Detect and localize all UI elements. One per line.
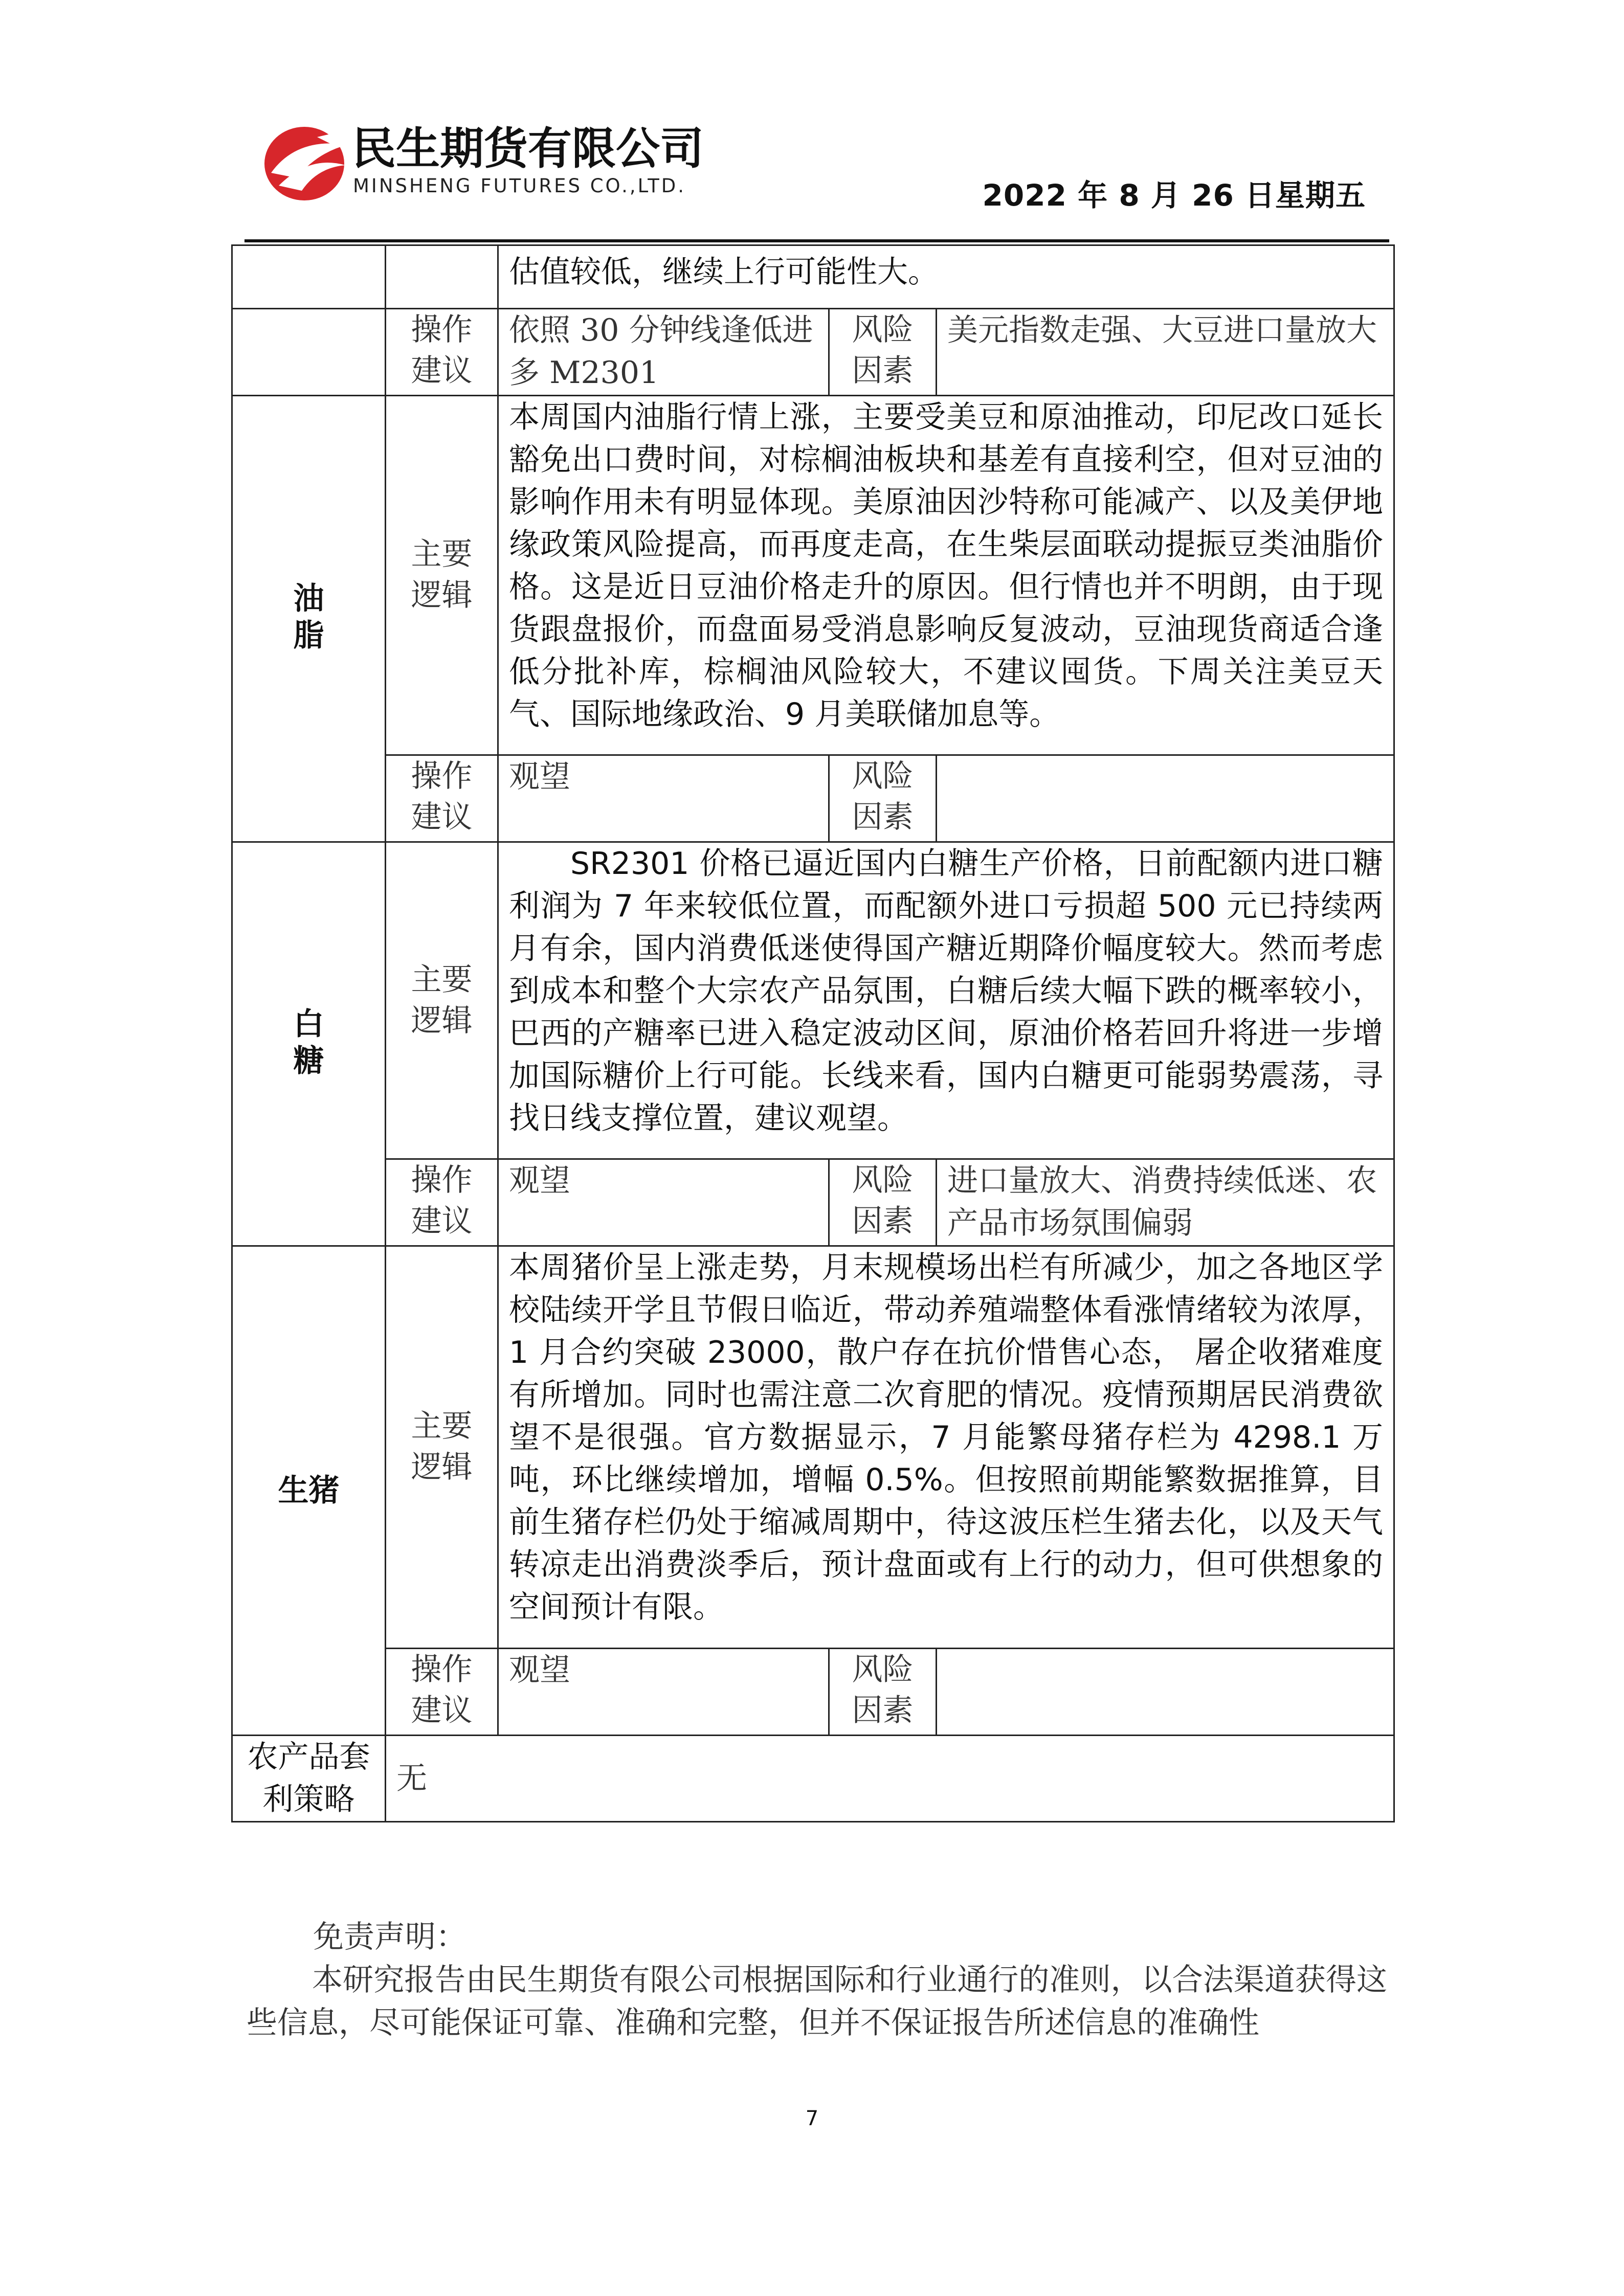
disclaimer-title: 免责声明： [313, 1919, 466, 1955]
op-label: 操作建议 [386, 1649, 498, 1736]
logo-cn-text: 民生期货有限公司 [352, 123, 704, 174]
category-sugar: 白糖 [232, 842, 386, 1246]
table-cell [232, 309, 386, 396]
sugar-risk-text: 进口量放大、消费持续低迷、农产品市场氛围偏弱 [937, 1159, 1394, 1246]
table-row [232, 1246, 1394, 1649]
table-row [232, 1736, 1394, 1822]
table-row [232, 755, 1394, 842]
hog-op-text: 观望 [498, 1649, 829, 1736]
category-hog: 生猪 [232, 1246, 386, 1736]
oil-risk-text [937, 755, 1394, 842]
sugar-logic-text: SR2301 价格已逼近国内白糖生产价格，日前配额内进口糖利润为 7 年来较低位置，而配额外进口亏损超 500 元已持续两月有余，国内消费低迷使得国产糖近期降价幅度较大。然而考虑到成本和整个大宗农产品氛围，白糖后续大幅下跌的概率较小，巴西的产糖率已进入稳定波动区间，原油价格若回升将进一步增加国际糖价上行可能。长线来看，国内白糖更可能弱势震荡，寻找日线支撑位置，建议观望。 [498, 842, 1394, 1159]
table-cell [232, 245, 386, 309]
report-date: 2022 年 8 月 26 日星期五 [982, 178, 1366, 213]
continued-logic-text: 估值较低，继续上行可能性大。 [498, 245, 1394, 309]
risk-text: 美元指数走强、大豆进口量放大 [937, 309, 1394, 396]
risk-label: 风险因素 [829, 309, 937, 396]
oil-logic-text: 本周国内油脂行情上涨，主要受美豆和原油推动，印尼改口延长豁免出口费时间，对棕榈油板块和基差有直接利空，但对豆油的影响作用未有明显体现。美原油因沙特称可能减产、以及美伊地缘政策风险提高，而再度走高，在生柴层面联动提振豆类油脂价格。这是近日豆油价格走升的原因。但行情也并不明朗，由于现货跟盘报价，而盘面易受消息影响反复波动，豆油现货商适合逢低分批补库，棕榈油风险较大，不建议囤货。下周关注美豆天气、国际地缘政治、9 月美联储加息等。 [498, 396, 1394, 755]
table-row [232, 1649, 1394, 1736]
table-cell [386, 245, 498, 309]
logo-mark-icon [264, 127, 350, 200]
table-row [232, 396, 1394, 755]
op-text: 依照 30 分钟线逢低进多 M2301 [498, 309, 829, 396]
category-oil: 油脂 [232, 396, 386, 842]
logic-label: 主要逻辑 [386, 396, 498, 755]
op-label: 操作建议 [386, 309, 498, 396]
table-row [232, 309, 1394, 396]
table-row [232, 245, 1394, 309]
table-row [232, 842, 1394, 1159]
disclaimer-body: 本研究报告由民生期货有限公司根据国际和行业通行的准则，以合法渠道获得这些信息，尽可能保证可靠、准确和完整，但并不保证报告所述信息的准确性 [247, 1962, 1387, 2041]
hog-logic-text: 本周猪价呈上涨走势，月末规模场出栏有所减少，加之各地区学校陆续开学且节假日临近，带动养殖端整体看涨情绪较为浓厚，1 月合约突破 23000，散户存在抗价惜售心态， 屠企收猪难度有所增加。同时也需注意二次育肥的情况。疫情预期居民消费欲望不是很强。官方数据显示，7 月能繁母猪存栏为 4298.1 万吨，环比继续增加，增幅 0.5%。但按照前期能繁数据推算，目前生猪存栏仍处于缩减周期中，待这波压栏生猪去化，以及天气转凉走出消费淡季后，预计盘面或有上行的动力，但可供想象的空间预计有限。 [498, 1246, 1394, 1649]
logo-en-text: MINSHENG FUTURES CO.,LTD. [353, 175, 686, 197]
sugar-op-text: 观望 [498, 1159, 829, 1246]
strategy-table [231, 244, 1395, 1822]
risk-label: 风险因素 [829, 1649, 937, 1736]
header-rule [244, 239, 1389, 242]
risk-label: 风险因素 [829, 1159, 937, 1246]
table-row [232, 1159, 1394, 1246]
op-label: 操作建议 [386, 1159, 498, 1246]
hog-risk-text [937, 1649, 1394, 1736]
arbitrage-label: 农产品套利策略 [232, 1736, 386, 1822]
logic-label: 主要逻辑 [386, 1246, 498, 1649]
op-label: 操作建议 [386, 755, 498, 842]
oil-op-text: 观望 [498, 755, 829, 842]
company-logo [261, 117, 747, 209]
arbitrage-value: 无 [386, 1736, 1394, 1822]
risk-label: 风险因素 [829, 755, 937, 842]
logic-label: 主要逻辑 [386, 842, 498, 1159]
page-number: 7 [805, 2107, 819, 2130]
